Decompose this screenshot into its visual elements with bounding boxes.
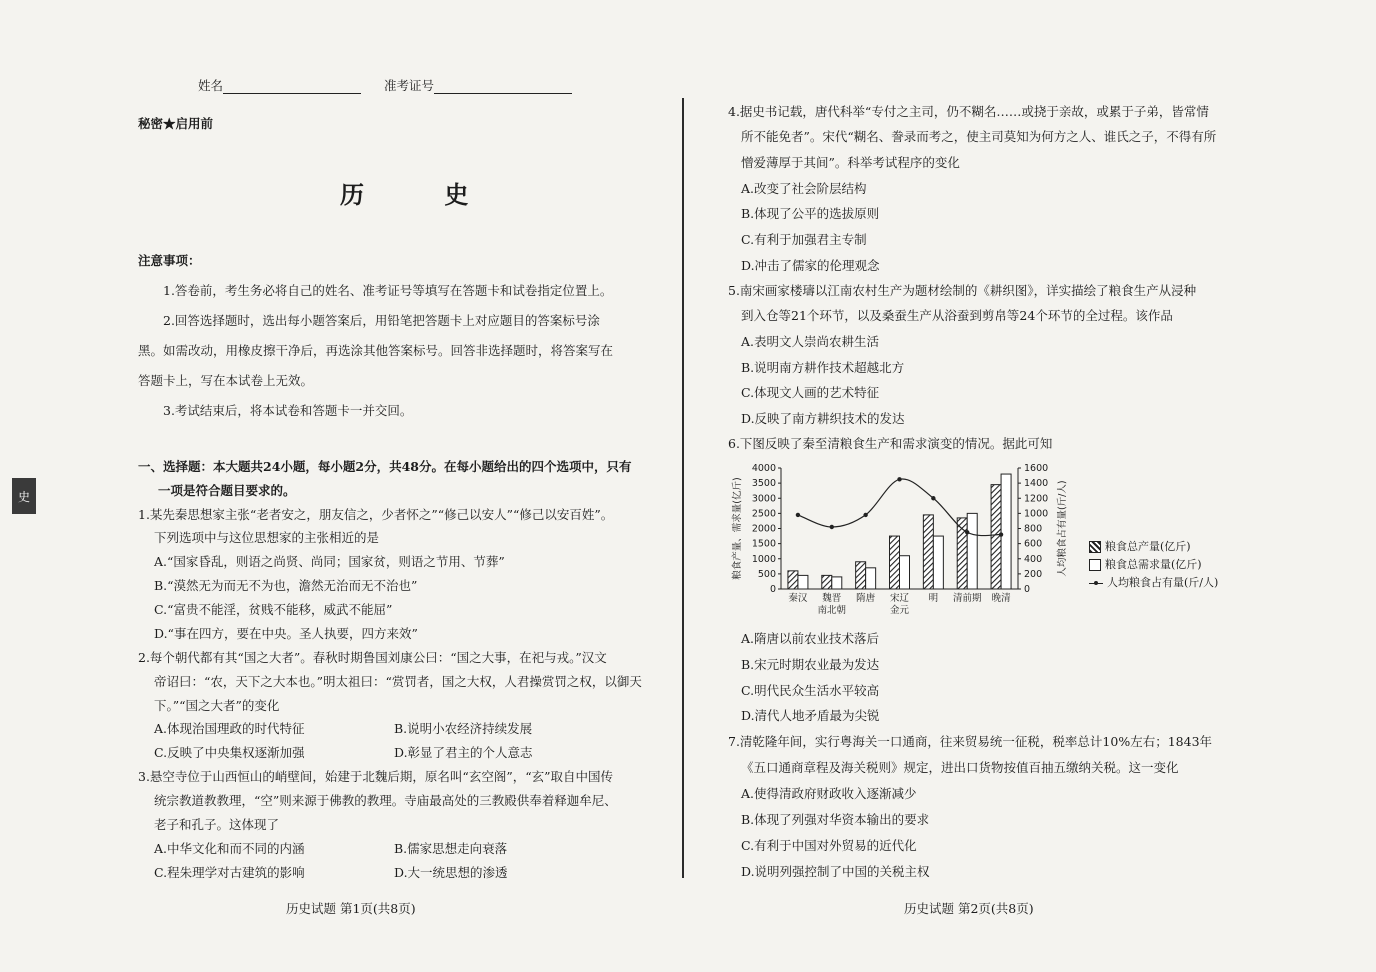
left-page [0,0,686,972]
bar-demand [798,575,808,589]
q4-stem: 所不能免者”。宋代“糊名、誊录而考之，使主司莫知为何方之人、谁氏之子，不得有所 [741,129,1217,144]
q1-stem: 1.某先秦思想家主张“老者安之，朋友信之，少者怀之”“修己以安人”“修己以安百姓”。 [138,507,614,522]
q5-option-a[interactable]: A.表明文人崇尚农耕生活 [741,334,880,349]
notice-heading: 注意事项： [138,253,201,268]
bar-demand [900,556,910,589]
bar-demand [933,536,943,589]
per-capita-point [999,532,1003,536]
x-tick-label: 魏晋 [822,593,842,604]
q7-stem: 《五口通商章程及海关税则》规定，进出口货物按值百抽五缴纳关税。这一变化 [741,760,1179,775]
q2-stem: 下。”“国之大者”的变化 [154,698,280,713]
q5-option-c[interactable]: C.体现文人画的艺术特征 [741,385,880,400]
section-heading-cont: 一项是符合题目要求的。 [158,483,296,498]
name-field[interactable] [198,78,361,94]
bar-demand [832,577,842,589]
bar-demand [1001,474,1011,589]
left-tick-label: 500 [757,568,776,580]
q4-option-c[interactable]: C.有利于加强君主专制 [741,232,867,247]
bar-production [890,536,900,589]
right-tick-label: 200 [1024,568,1043,580]
q5-option-b[interactable]: B.说明南方耕作技术超越北方 [741,360,905,375]
notice-item: 黑。如需改动，用橡皮擦干净后，再选涂其他答案标号。回答非选择题时，将答案写在 [138,343,614,358]
q2-option-a[interactable]: A.体现治国理政的时代特征 [154,721,305,736]
q6-option-c[interactable]: C.明代民众生活水平较高 [741,683,880,698]
footer-right: 历史试题 第2页(共8页) [904,901,1034,916]
page-title: 历 史 [340,180,505,209]
q3-option-c[interactable]: C.程朱理学对古建筑的影响 [154,865,305,880]
x-tick-label: 明 [928,593,939,604]
exam-id-field[interactable] [384,78,572,94]
q5-stem: 到入仓等21个环节，以及桑蚕生产从浴蚕到剪帛等24个环节的全过程。该作品 [741,308,1173,323]
right-tick-label: 1000 [1024,508,1049,520]
left-tick-label: 2000 [751,523,776,535]
q3-stem: 统宗教道教教理，“空”则来源于佛教的教理。寺庙最高处的三教殿供奉着释迦牟尼、 [154,793,617,808]
q2-option-c[interactable]: C.反映了中央集权逐渐加强 [154,745,305,760]
right-tick-label: 0 [1024,584,1031,595]
secret-label: 秘密★启用前 [138,116,214,131]
legend-per-capita [1089,574,1218,590]
bar-production [788,571,798,589]
q3-option-b[interactable]: B.儒家思想走向衰落 [394,841,508,856]
left-tick-label: 0 [769,584,776,595]
left-tick-label: 3500 [751,478,776,490]
bar-demand [866,568,876,589]
q6-option-a[interactable]: A.隋唐以前农业技术落后 [741,631,880,646]
bar-production [923,515,933,589]
per-capita-point [830,525,834,529]
q1-option-c[interactable]: C.“富贵不能淫，贫贱不能移，威武不能屈” [154,602,393,617]
q3-stem: 3.悬空寺位于山西恒山的峭壁间，始建于北魏后期，原名叫“玄空阁”，“玄”取自中国传 [138,769,613,784]
q2-option-d[interactable]: D.彰显了君主的个人意志 [394,745,533,760]
right-tick-label: 400 [1024,553,1043,565]
side-tab: 史 [12,478,36,514]
line-marker-icon [1089,583,1103,584]
per-capita-point [796,513,800,517]
q3-option-a[interactable]: A.中华文化和而不同的内涵 [154,841,305,856]
q7-option-a[interactable]: A.使得清政府财政收入逐渐减少 [741,786,917,801]
q4-stem: 4.据史书记载，唐代科举“专付之主司，仍不糊名……或挠于亲故，或累于子弟，皆常情 [728,104,1209,119]
q4-option-b[interactable]: B.体现了公平的选拔原则 [741,206,880,221]
per-capita-point [931,496,935,500]
q4-option-a[interactable]: A.改变了社会阶层结构 [741,181,867,196]
x-tick-label: 金元 [889,605,910,616]
q1-option-b[interactable]: B.“漠然无为而无不为也，澹然无治而无不治也” [154,578,418,593]
right-tick-label: 1600 [1024,463,1049,474]
q6-stem: 6.下图反映了秦至清粮食生产和需求演变的情况。据此可知 [728,436,1053,451]
x-tick-label: 晚清 [991,593,1011,604]
x-tick-label: 清前期 [952,593,982,604]
q6-option-b[interactable]: B.宋元时期农业最为发达 [741,657,880,672]
left-tick-label: 2500 [751,508,776,520]
q3-stem: 老子和孔子。这体现了 [154,817,280,832]
left-tick-label: 1500 [751,538,776,550]
x-tick-label: 隋唐 [856,593,876,604]
left-tick-label: 1000 [751,553,776,565]
bar-production [991,485,1001,589]
legend-label: 人均粮食占有量(斤/人) [1107,576,1219,589]
q5-option-d[interactable]: D.反映了南方耕织技术的发达 [741,411,905,426]
white-swatch-icon [1089,559,1101,571]
q4-stem: 憎爱薄厚于其间”。科举考试程序的变化 [741,155,960,170]
left-tick-label: 3000 [751,493,776,505]
bar-demand [967,513,977,589]
q1-option-d[interactable]: D.“事在四方，要在中央。圣人执要，四方来效” [154,626,418,641]
q1-stem: 下列选项中与这位思想家的主张相近的是 [154,530,380,545]
q2-stem: 帝诏曰：“农，天下之大本也。”明太祖曰：“赏罚者，国之大权，人君操赏罚之权，以御天 [154,674,642,689]
right-tick-label: 800 [1024,523,1043,535]
q2-stem: 2.每个朝代都有其“国之大者”。春秋时期鲁国刘康公曰：“国之大事，在祀与戎。”汉文 [138,650,607,665]
exam-id-label: 准考证号 [384,78,435,93]
footer-left: 历史试题 第1页(共8页) [286,901,416,916]
notice-item: 1.答卷前，考生务必将自己的姓名、准考证号等填写在答题卡和试卷指定位置上。 [163,283,613,298]
left-axis-title: 粮食产量、需求量(亿斤) [732,477,743,580]
section-heading: 一、选择题：本大题共24小题，每小题2分，共48分。在每小题给出的四个选项中，只有 [138,459,632,474]
name-label: 姓名 [198,78,224,93]
q3-option-d[interactable]: D.大一统思想的渗透 [394,865,508,880]
x-tick-label: 秦汉 [788,593,808,604]
bar-production [822,575,832,589]
x-tick-label: 南北朝 [817,605,847,616]
legend-production [1089,538,1191,554]
q5-stem: 5.南宋画家楼璹以江南农村生产为题材绘制的《耕织图》，详实描绘了粮食生产从浸种 [728,283,1197,298]
q7-option-d[interactable]: D.说明列强控制了中国的关税主权 [741,864,930,879]
notice-item: 3.考试结束后，将本试卷和答题卡一并交回。 [163,403,413,418]
right-axis-title: 人均粮食占有量(斤/人) [1057,480,1068,577]
notice-item: 2.回答选择题时，选出每小题答案后，用铅笔把答题卡上对应题目的答案标号涂 [163,313,600,328]
right-tick-label: 1200 [1024,493,1049,505]
q7-option-b[interactable]: B.体现了列强对华资本输出的要求 [741,812,930,827]
grain-chart [726,458,1126,626]
per-capita-point [863,513,867,517]
right-tick-label: 1400 [1024,478,1049,490]
q2-option-b[interactable]: B.说明小农经济持续发展 [394,721,533,736]
right-page [686,0,1376,972]
q1-option-a[interactable]: A.“国家昏乱，则语之尚贤、尚同；国家贫，则语之节用、节葬” [154,554,505,569]
legend-demand [1089,556,1202,572]
notice-item: 答题卡上，写在本试卷上无效。 [138,373,314,388]
x-tick-label: 宋辽 [889,593,910,604]
legend-label: 粮食总产量(亿斤) [1105,540,1191,553]
bar-production [856,562,866,589]
q7-option-c[interactable]: C.有利于中国对外贸易的近代化 [741,838,917,853]
q6-option-d[interactable]: D.清代人地矛盾最为尖锐 [741,708,880,723]
per-capita-point [897,477,901,481]
q4-option-d[interactable]: D.冲击了儒家的伦理观念 [741,258,880,273]
right-tick-label: 600 [1024,538,1043,550]
hatched-swatch-icon [1089,541,1101,553]
per-capita-point [965,530,969,534]
left-tick-label: 4000 [751,463,776,474]
q7-stem: 7.清乾隆年间，实行粤海关一口通商，往来贸易统一征税，税率总计10%左右；1843年 [728,734,1213,749]
page-divider [682,98,684,878]
legend-label: 粮食总需求量(亿斤) [1105,558,1202,571]
